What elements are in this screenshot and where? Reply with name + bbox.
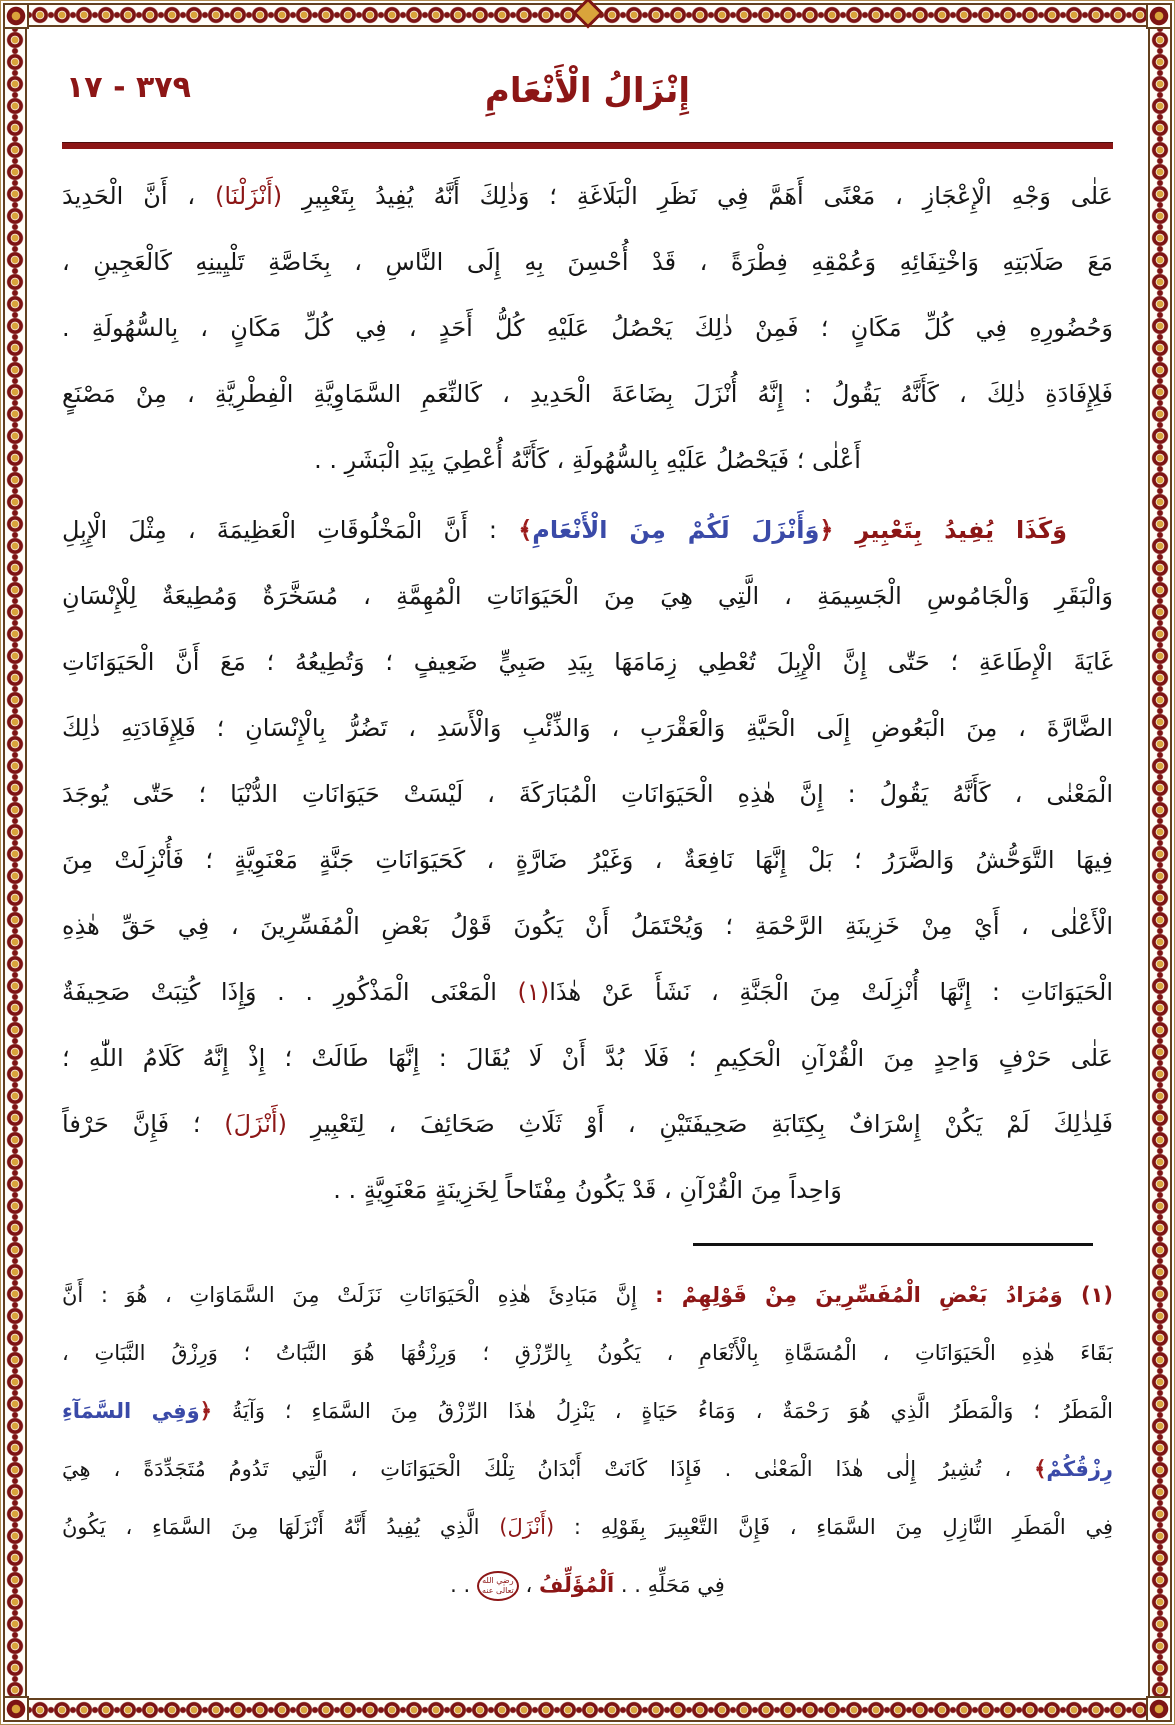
text-segment: عَلٰى حَرْفٍ وَاحِدٍ مِنَ الْقُرْآنِ الْحَكِيمِ ؛ فَلَا بُدَّ أَنْ لَا يُقَالَ : إِنَّهَا طَالَتْ ؛ إِذْ إِنَّهُ كَلَامُ اللّٰهِ ؛ xyxy=(62,1044,1113,1072)
header-rule xyxy=(62,142,1113,149)
text-segment: اَلْمُؤَلِّفُ xyxy=(539,1573,615,1597)
paragraph xyxy=(62,163,1113,493)
text-segment: (١) وَمُرَادُ بَعْضِ الْمُفَسِّرِينَ مِنْ قَوْلِهِمْ : xyxy=(636,1283,1113,1307)
text-segment: غَايَةَ الْإِطَاعَةِ ؛ حَتّٰى إِنَّ الْإِبِلَ تُعْطِي زِمَامَهَا بِيَدِ صَبِيٍّ ضَعِيفٍ ؛ وَتُطِيعُهُ ؛ مَعَ أَنَّ الْحَيَوَانَاتِ xyxy=(62,648,1113,676)
text-line xyxy=(62,295,1113,361)
text-segment: عَلٰى وَجْهِ الْإِعْجَازِ ، مَعْنًى أَهَمَّ فِي نَظَرِ الْبَلَاغَةِ ؛ وَذٰلِكَ أَنَّهُ يُفِيدُ بِتَعْبِيرِ xyxy=(282,182,1113,210)
text-segment: الْأَعْلٰى ، أَيْ مِنْ خَزِينَةِ الرَّحْمَةِ ؛ وَيُحْتَمَلُ أَنْ يَكُونَ قَوْلُ بَعْضِ الْمُفَسِّرِينَ ، فِي حَقِّ هٰذِهِ xyxy=(62,912,1113,940)
text-segment: بَقَاءَ هٰذِهِ الْحَيَوَانَاتِ ، الْمُسَمَّاةِ بِالْأَنْعَامِ ، يَكُونُ بِالرِّزْقِ ؛ وَرِزْقُهَا هُوَ النَّبَاتُ ؛ وَرِزْقُ النَّبَاتِ ، xyxy=(62,1341,1113,1365)
text-segment: : أَنَّ الْمَخْلُوقَاتِ الْعَظِيمَةَ ، مِثْلَ الْإِبِلِ xyxy=(62,516,519,544)
text-line xyxy=(62,827,1113,893)
text-segment: الَّذِي يُفِيدُ أَنَّهُ أَنْزَلَهَا مِنَ السَّمَاءِ ، يَكُونُ xyxy=(62,1515,500,1539)
text-segment: الْمَطَرُ ؛ وَالْمَطَرُ الَّذِي هُوَ رَحْمَةٌ ، وَمَاءُ حَيَاةٍ ، يَنْزِلُ هٰذَا الرِّزْقُ مِنَ السَّمَاءِ ؛ وَآيَةُ xyxy=(212,1399,1113,1423)
text-segment: ، تُشِيرُ إِلٰى هٰذَا الْمَعْنٰى . فَإِذَا كَانَتْ أَبْدَانُ تِلْكَ الْحَيَوَانَاتِ ، الَّتِي تَدُومُ مُتَجَدِّدَةً ، هِيَ xyxy=(62,1457,1035,1481)
text-line xyxy=(62,1382,1113,1440)
text-line xyxy=(62,229,1113,295)
calligraphic-seal-icon: رضي الله تعالٰى عنه xyxy=(477,1571,519,1601)
text-segment: (أَنْزَلْنَا) xyxy=(214,182,283,210)
text-segment: فِيهَا التَّوَحُّشُ وَالضَّرَرُ ؛ بَلْ إِنَّهَا نَافِعَةٌ ، وَغَيْرُ ضَارَّةٍ ، كَحَيَوَانَاتِ جَنَّةٍ مَعْنَوِيَّةٍ ؛ فَأُنْزِلَتْ مِنَ xyxy=(62,846,1113,874)
page-content xyxy=(62,0,1113,1614)
text-segment: وَالْبَقَرِ وَالْجَامُوسِ الْجَسِيمَةِ ، الَّتِي هِيَ مِنَ الْحَيَوَانَاتِ الْمُهِمَّةِ ، مُسَخَّرَةٌ وَمُطِيعَةٌ لِلْإِنْسَانِ xyxy=(62,582,1113,610)
text-line xyxy=(62,695,1113,761)
text-segment: الْمَعْنَى الْمَذْكُورِ . . وَإِذَا كُتِبَتْ صَحِيفَةٌ xyxy=(62,978,518,1006)
text-segment: فَلِإِفَادَةِ ذٰلِكَ ، كَأَنَّهُ يَقُولُ : إِنَّهُ أُنْزَلَ بِضَاعَةَ الْحَدِيدِ ، كَالنِّعَمِ السَّمَاوِيَّةِ الْفِطْرِيَّةِ ، مِنْ مَصْنَعٍ xyxy=(62,380,1113,408)
ornament-border-left xyxy=(3,29,27,1696)
text-line xyxy=(62,1440,1113,1498)
ornament-border-bottom xyxy=(29,1698,1146,1722)
text-line xyxy=(62,1556,1113,1614)
text-line xyxy=(62,427,1113,493)
text-segment: فَلِذٰلِكَ لَمْ يَكُنْ إِسْرَافٌ بِكِتَابَةِ صَحِيفَتَيْنِ ، أَوْ ثَلَاثِ صَحَائِفَ ، لِتَعْبِيرِ xyxy=(287,1110,1113,1138)
text-line xyxy=(62,1025,1113,1091)
text-segment: الْمَعْنٰى ، كَأَنَّهُ يَقُولُ : إِنَّ هٰذِهِ الْحَيَوَانَاتِ الْمُبَارَكَةَ ، لَيْسَتْ حَيَوَانَاتِ الدُّنْيَا ؛ حَتّٰى يُوجَدَ xyxy=(62,780,1113,808)
text-segment: فِي مَحَلِّهِ . . xyxy=(614,1573,725,1597)
page-number: ٣٧٩ - ١٧ xyxy=(66,70,191,105)
ornament-border-right xyxy=(1148,29,1172,1696)
text-segment: وَكَذَا يُفِيدُ بِتَعْبِيرِ xyxy=(833,516,1068,544)
text-segment: رِزْقُكُمْ xyxy=(1046,1457,1113,1481)
text-segment: وَأَنْزَلَ لَكُمْ مِنَ الْأَنْعَامِ xyxy=(532,516,820,544)
ornament-corner-icon xyxy=(1146,3,1172,29)
ornament-corner-icon xyxy=(3,3,29,29)
text-line xyxy=(62,563,1113,629)
text-segment: . . xyxy=(450,1573,477,1597)
text-line xyxy=(62,1324,1113,1382)
text-segment: فِي الْمَطَرِ النَّازِلِ مِنَ السَّمَاءِ ، فَإِنَّ التَّعْبِيرَ بِقَوْلِهِ : xyxy=(554,1515,1113,1539)
text-segment: ؛ فَإِنَّ حَرْفاً xyxy=(62,1110,225,1138)
text-line xyxy=(62,893,1113,959)
footnote xyxy=(62,1266,1113,1614)
page-header xyxy=(62,64,1113,118)
text-segment: ﴿ xyxy=(199,1399,213,1423)
text-line xyxy=(62,1498,1113,1556)
text-segment: (أَنْزَلَ) xyxy=(499,1515,555,1539)
text-segment: الضَّارَّةَ ، مِنَ الْبَعُوضِ إِلَى الْحَيَّةِ وَالْعَقْرَبِ ، وَالذِّئْبِ وَالْأَسَدِ ، تَضُرُّ بِالْإِنْسَانِ ؛ فَلِإِفَادَتِهِ ذٰلِكَ xyxy=(62,714,1113,742)
text-line xyxy=(62,361,1113,427)
text-segment: ﴿ xyxy=(819,516,834,544)
text-line xyxy=(62,163,1113,229)
text-line xyxy=(62,1266,1113,1324)
footnote-separator xyxy=(693,1243,1093,1246)
text-segment: ﴾ xyxy=(518,516,533,544)
text-segment: (أَنْزَلَ) xyxy=(224,1110,288,1138)
text-line xyxy=(62,497,1113,563)
text-segment: (١) xyxy=(517,978,550,1006)
text-segment: ﴾ xyxy=(1034,1457,1047,1481)
text-segment: وَحُضُورِهِ فِي كُلِّ مَكَانٍ ؛ فَمِنْ ذٰلِكَ يَحْصُلُ عَلَيْهِ كُلُّ أَحَدٍ ، فِي كُلِّ مَكَانٍ ، بِالسُّهُولَةِ . xyxy=(62,314,1113,342)
ornament-corner-icon xyxy=(1146,1696,1172,1722)
text-segment: ، xyxy=(518,1573,539,1597)
text-segment: وَاحِداً مِنَ الْقُرْآنِ ، قَدْ يَكُونُ مِفْتَاحاً لِخَزِينَةٍ مَعْنَوِيَّةٍ . . xyxy=(333,1176,842,1204)
text-line xyxy=(62,629,1113,695)
main-text xyxy=(62,163,1113,1223)
text-line xyxy=(62,1157,1113,1223)
paragraph xyxy=(62,497,1113,1223)
text-line xyxy=(62,761,1113,827)
text-line xyxy=(62,1091,1113,1157)
ornament-corner-icon xyxy=(3,1696,29,1722)
text-segment: ، أَنَّ الْحَدِيدَ xyxy=(62,182,215,210)
text-segment: أَعْلٰى ؛ فَيَحْصُلُ عَلَيْهِ بِالسُّهُولَةِ ، كَأَنَّهُ أُعْطِيَ بِيَدِ الْبَشَرِ . . xyxy=(314,446,861,474)
text-segment: مَعَ صَلَابَتِهِ وَاخْتِفَائِهِ وَعُمْقِهِ فِطْرَةً ، قَدْ أُحْسِنَ بِهِ إِلَى النَّاسِ ، بِخَاصَّةِ تَلْيِينِهِ كَالْعَجِينِ ، xyxy=(62,248,1113,276)
text-segment: وَفِي السَّمَآءِ xyxy=(62,1399,200,1423)
text-segment: الْحَيَوَانَاتِ : إِنَّهَا أُنْزِلَتْ مِنَ الْجَنَّةِ ، نَشَأَ عَنْ هٰذَا xyxy=(549,978,1113,1006)
page-title: إِنْزَالُ الْأَنْعَامِ xyxy=(484,71,691,111)
text-segment: إِنَّ مَبَادِئَ هٰذِهِ الْحَيَوَانَاتِ نَزَلَتْ مِنَ السَّمَاوَاتِ ، هُوَ : أَنَّ xyxy=(62,1283,637,1307)
text-line xyxy=(62,959,1113,1025)
